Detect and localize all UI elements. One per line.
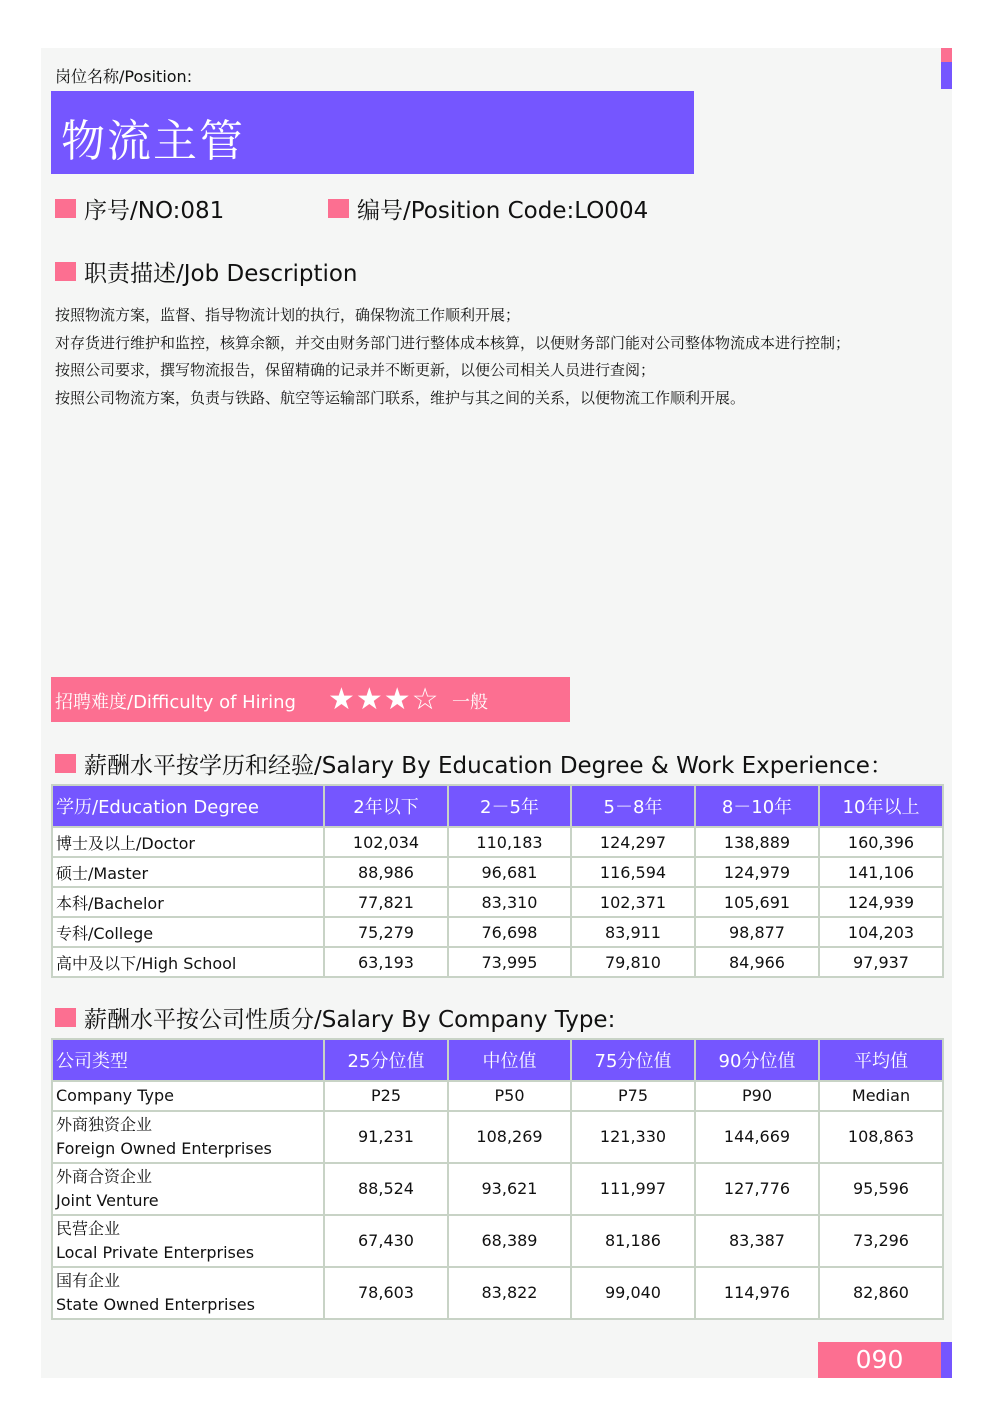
table-cell: P50 [448,1081,571,1111]
row-label: 高中及以下/High School [52,947,324,977]
table-cell: 78,603 [324,1267,448,1319]
table-cell: 116,594 [571,857,695,887]
table-row [52,887,943,917]
row-label-cn: 外商独资企业 [56,1115,153,1134]
serial-number: 序号/NO:081 [55,192,224,225]
row-label-en: State Owned Enterprises [56,1295,255,1314]
row-label [52,1163,324,1215]
job-description [55,302,935,412]
table-cell: P25 [324,1081,448,1111]
table-row [52,1163,943,1215]
table-row [52,917,943,947]
position-title: 物流主管 [61,116,245,167]
column-header: 2年以下 [324,785,448,827]
column-header: 90分位值 [695,1039,819,1081]
column-header: 2－5年 [448,785,571,827]
row-label: 本科/Bachelor [52,887,324,917]
row-label [52,1111,324,1163]
column-header: 8－10年 [695,785,819,827]
row-label-en: Joint Venture [56,1191,159,1210]
corner-tab-pink [941,48,952,62]
table-row [52,1215,943,1267]
row-label [52,1267,324,1319]
corner-tab-purple [941,62,952,89]
table-row [52,857,943,887]
table-cell: 77,821 [324,887,448,917]
table-cell: 83,310 [448,887,571,917]
table-cell: 104,203 [819,917,943,947]
job-description-heading: 职责描述/Job Description [55,255,358,288]
title-banner [51,91,694,174]
table-cell: 83,911 [571,917,695,947]
table-cell: 138,889 [695,827,819,857]
table-cell: 141,106 [819,857,943,887]
column-header: 25分位值 [324,1039,448,1081]
hiring-difficulty-label: 招聘难度/Difficulty of Hiring [55,692,296,713]
star-rating-icon: ★★★☆ [328,682,440,717]
job-line: 按照物流方案，监督、指导物流计划的执行，确保物流工作顺利开展； [55,306,521,324]
table-cell: 127,776 [695,1163,819,1215]
table-cell: 93,621 [448,1163,571,1215]
table-cell: P75 [571,1081,695,1111]
table-cell: 63,193 [324,947,448,977]
company-salary-heading: 薪酬水平按公司性质分/Salary By Company Type: [55,1001,615,1034]
column-header: 75分位值 [571,1039,695,1081]
row-label-cn: 国有企业 [56,1271,121,1290]
table-cell: 108,863 [819,1111,943,1163]
table-cell: 111,997 [571,1163,695,1215]
bullet-square-icon [328,199,349,218]
job-line: 对存货进行维护和监控，核算余额，并交由财务部门进行整体成本核算，以便财务部门能对公司整体物流成本进行控制； [55,333,851,352]
bullet-square-icon [55,262,76,281]
table-cell: 67,430 [324,1215,448,1267]
table-cell: 124,939 [819,887,943,917]
edu-salary-heading: 薪酬水平按学历和经验/Salary By Education Degree & Work Experience： [55,747,893,780]
row-label-cn: 民营企业 [56,1219,121,1238]
row-label: 硕士/Master [52,857,324,887]
hiring-difficulty-bar [51,677,570,722]
table-cell: 68,389 [448,1215,571,1267]
row-label: 博士及以上/Doctor [52,827,324,857]
page-number: 090 [818,1342,941,1378]
table-cell: 73,296 [819,1215,943,1267]
table-cell: 96,681 [448,857,571,887]
job-line: 按照公司物流方案，负责与铁路、航空等运输部门联系，维护与其之间的关系，以便物流工作顺利开展。 [55,388,746,407]
table-cell: 108,269 [448,1111,571,1163]
table-cell: 110,183 [448,827,571,857]
table-row [52,1111,943,1163]
table-cell: 95,596 [819,1163,943,1215]
table-cell: Median [819,1081,943,1111]
table-cell: 102,371 [571,887,695,917]
company-salary-table [51,1038,944,1320]
table-cell: 144,669 [695,1111,819,1163]
table-cell: 105,691 [695,887,819,917]
column-header: 学历/Education Degree [52,785,324,827]
table-cell: 124,979 [695,857,819,887]
column-header: 中位值 [448,1039,571,1081]
table-row [52,827,943,857]
table-row [52,947,943,977]
table-row [52,1267,943,1319]
row-label: 专科/College [52,917,324,947]
table-cell: 88,524 [324,1163,448,1215]
position-code: 编号/Position Code:LO004 [328,192,648,225]
row-label-en: Foreign Owned Enterprises [56,1139,272,1158]
table-cell: 76,698 [448,917,571,947]
table-header-row [52,1039,943,1081]
table-header-row [52,785,943,827]
page-number-tab [941,1342,952,1378]
table-cell: 99,040 [571,1267,695,1319]
row-label: Company Type [52,1081,324,1111]
table-cell: 91,231 [324,1111,448,1163]
table-cell: 73,995 [448,947,571,977]
row-label-cn: 外商合资企业 [56,1167,153,1186]
table-cell: 75,279 [324,917,448,947]
column-header: 10年以上 [819,785,943,827]
table-cell: 83,387 [695,1215,819,1267]
table-cell: 160,396 [819,827,943,857]
bullet-square-icon [55,754,76,773]
table-cell: 114,976 [695,1267,819,1319]
hiring-difficulty-level: 一般 [452,692,488,713]
column-header: 5－8年 [571,785,695,827]
table-cell: 81,186 [571,1215,695,1267]
table-cell: 83,822 [448,1267,571,1319]
column-header: 平均值 [819,1039,943,1081]
table-cell: 121,330 [571,1111,695,1163]
table-cell: 102,034 [324,827,448,857]
table-cell: 88,986 [324,857,448,887]
bullet-square-icon [55,1008,76,1027]
table-cell: 124,297 [571,827,695,857]
bullet-square-icon [55,199,76,218]
column-header: 公司类型 [52,1039,324,1081]
table-cell: P90 [695,1081,819,1111]
edu-salary-table [51,784,944,978]
row-label [52,1215,324,1267]
table-cell: 79,810 [571,947,695,977]
row-label-en: Local Private Enterprises [56,1243,255,1262]
table-cell: 84,966 [695,947,819,977]
table-cell: 82,860 [819,1267,943,1319]
table-subheader-row [52,1081,943,1111]
table-cell: 98,877 [695,917,819,947]
table-cell: 97,937 [819,947,943,977]
job-line: 按照公司要求，撰写物流报告，保留精确的记录并不断更新，以便公司相关人员进行查阅； [55,361,656,379]
position-label: 岗位名称/Position: [55,67,193,86]
